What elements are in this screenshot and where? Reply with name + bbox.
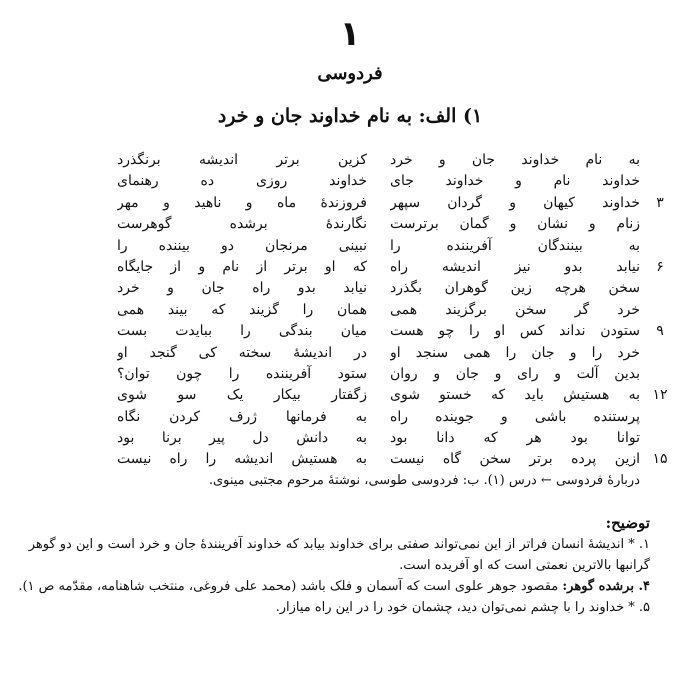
bayt-row (0, 214, 700, 235)
second-hemistich: به هستیش اندیشه را راه نیست (117, 451, 367, 468)
explanation-note (10, 534, 650, 576)
second-hemistich: به دانش دل پیر برنا بود (117, 430, 367, 447)
second-hemistich: خداوند روزی ده رهنمای (117, 173, 367, 190)
bayt-row (0, 171, 700, 192)
first-hemistich: ازین پرده برتر سخن گاه نیست (390, 451, 640, 468)
first-hemistich: پرستنده باشی و جوینده راه (390, 408, 640, 425)
second-hemistich: که او برتر از نام و از جایگاه (117, 258, 367, 275)
author-heading: فردوسی (317, 63, 383, 84)
second-hemistich: در اندیشهٔ سخته کی گنجد او (117, 344, 367, 361)
second-hemistich: نیابد بدو راه جان و خرد (117, 280, 367, 297)
second-hemistich: زگفتار بیکار یک سو شوی (117, 387, 367, 404)
explanation-note (10, 576, 650, 597)
first-hemistich: خرد را و جان را همی سنجد او (390, 344, 640, 361)
bayt-number: ۹ (656, 323, 664, 340)
first-hemistich: به هستیش باید که خستو شوی (390, 387, 640, 404)
note-text: مقصود جوهر علوی است که آسمان و فلک باشد (محمد علی فروغی، منتخب شاهنامه، مقدّمه ص ۱). (18, 579, 563, 594)
bayt-row (0, 300, 700, 321)
second-hemistich: فروزندهٔ ماه و ناهید و مهر (117, 194, 367, 211)
bayt-number: ۱۲ (652, 387, 668, 404)
explanation-section (10, 512, 650, 618)
bayt-row (0, 321, 700, 342)
section-title: ۱) الف: به نام خداوند جان و خرد (217, 105, 483, 127)
source-note: دربارهٔ فردوسی ← درس (۱). ب: فردوسی طوسی، نوشتهٔ مرحوم مجتبی مینوی. (208, 473, 640, 488)
first-hemistich: خرد گر سخن برگزیند همی (390, 301, 640, 318)
first-hemistich: سخن هرچه زین گوهران بگذرد (390, 280, 640, 297)
explanation-note (10, 597, 650, 618)
page-number: ۱ (339, 14, 361, 54)
note-text: ۱. * اندیشهٔ انسان فراتر از این نمی‌تواند صفتی برای خداوند بیابد که خداوند آفرینندهٔ جان و خرد است و این دو گوهر گرانبها بالاترین نعمتی است که او آفریده است. (28, 537, 650, 573)
second-hemistich: میان بندگی را ببایدت بست (117, 323, 367, 340)
note-lead: ۴. برشده گوهر: (562, 579, 650, 594)
first-hemistich: به نام خداوند جان و خرد (390, 152, 640, 168)
second-hemistich: همان را گزیند که بیند همی (117, 301, 367, 318)
first-hemistich: خداوند کیهان و گردان سپهر (390, 194, 640, 211)
second-hemistich: کزین برتر اندیشه برنگذرد (117, 152, 367, 168)
second-hemistich: نگارندهٔ برشده گوهرست (117, 216, 367, 233)
note-text: ۵. * خداوند را با چشم نمی‌توان دید، چشمان خود را در این راه میازار. (275, 600, 650, 615)
first-hemistich: ستودن نداند کس او را چو هست (390, 323, 640, 340)
bayt-row (0, 150, 700, 171)
bayt-number: ۶ (656, 258, 664, 275)
first-hemistich: توانا بود هر که دانا بود (390, 430, 640, 447)
second-hemistich: به فرمانها ژرف کردن نگاه (117, 408, 367, 425)
bayt-row (0, 257, 700, 278)
second-hemistich: ستود آفریننده را چون توان؟ (117, 365, 367, 382)
bayt-row (0, 364, 700, 385)
first-hemistich: زنام و نشان و گمان برترست (390, 216, 640, 233)
second-hemistich: نبینی مرنجان دو بیننده را (117, 237, 367, 254)
bayt-row (0, 449, 700, 470)
bayt-row (0, 278, 700, 299)
bayt-row (0, 236, 700, 257)
first-hemistich: بدین آلت و رای و جان و روان (390, 365, 640, 382)
bayt-row (0, 385, 700, 406)
first-hemistich: به بینندگان آفریننده را (390, 237, 640, 254)
poem (0, 150, 700, 471)
bayt-row (0, 428, 700, 449)
bayt-row (0, 343, 700, 364)
bayt-number: ۳ (656, 194, 664, 211)
explanation-heading: توضیح: (605, 514, 650, 532)
bayt-row (0, 193, 700, 214)
bayt-row (0, 407, 700, 428)
bayt-number: ۱۵ (652, 451, 668, 468)
first-hemistich: خداوند نام و خداوند جای (390, 173, 640, 190)
first-hemistich: نیابد بدو نیز اندیشه راه (390, 258, 640, 275)
